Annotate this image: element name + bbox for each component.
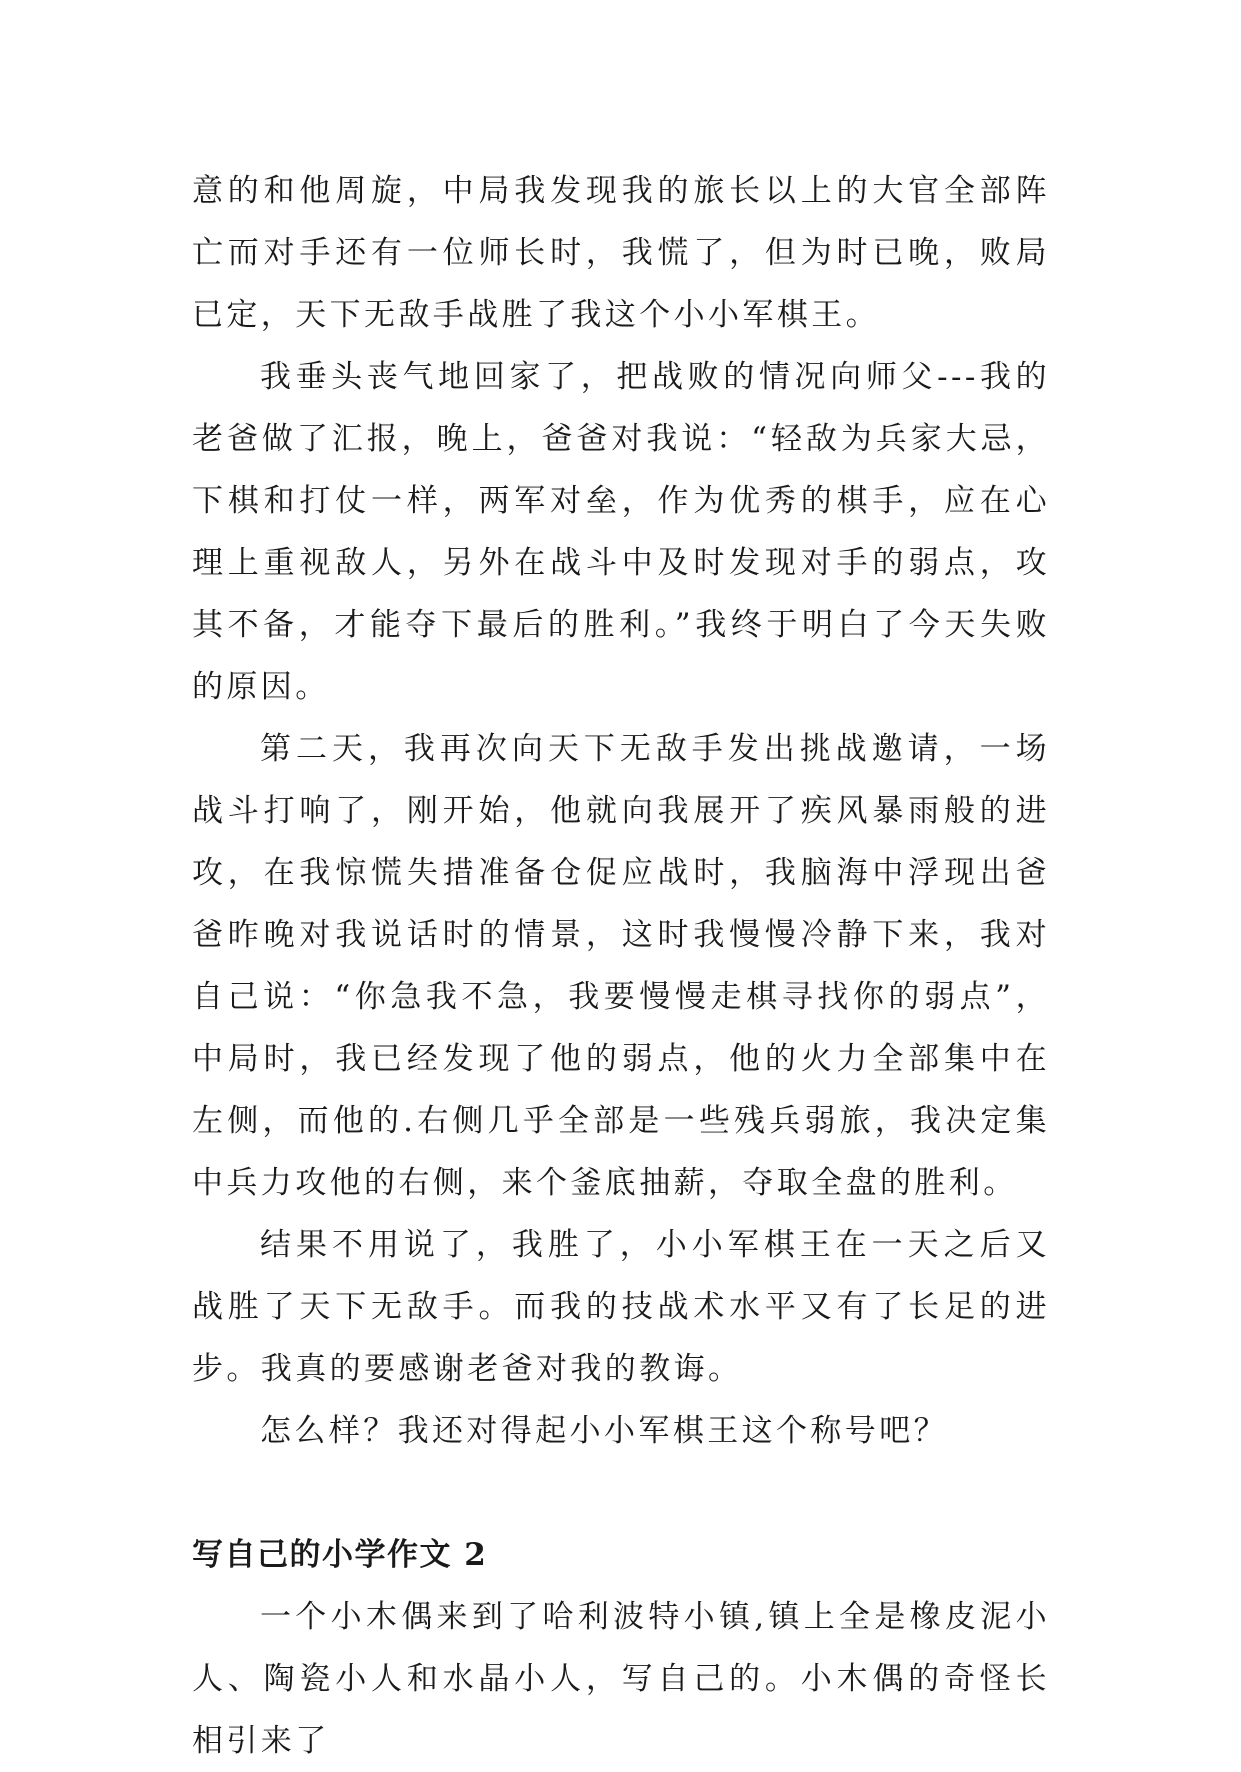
paragraph: 结果不用说了，我胜了，小小军棋王在一天之后又战胜了天下无敌手。而我的技战术水平又有了长足的进步。我真的要感谢老爸对我的教诲。 [192,1227,1050,1387]
paragraph: 我垂头丧气地回家了，把战败的情况向师父---我的老爸做了汇报，晚上，爸爸对我说：“轻敌为兵家大忌，下棋和打仗一样，两军对垒，作为优秀的棋手，应在心理上重视敌人，另外在战斗中及时发现对手的弱点，攻其不备，才能夺下最后的胜利。”我终于明白了今天失败的原因。 [192,359,1050,705]
paragraph: 一个小木偶来到了哈利波特小镇,镇上全是橡皮泥小人、陶瓷小人和水晶小人，写自己的。小木偶的奇怪长相引来了 [192,1599,1050,1759]
paragraph: 意的和他周旋，中局我发现我的旅长以上的大官全部阵亡而对手还有一位师长时，我慌了，但为时已晚，败局已定，天下无敌手战胜了我这个小小军棋王。 [192,173,1050,333]
document-body [192,160,1050,1772]
paragraph: 怎么样？我还对得起小小军棋王这个称号吧？ [260,1413,948,1449]
paragraph: 第二天，我再次向天下无敌手发出挑战邀请，一场战斗打响了，刚开始，他就向我展开了疾风暴雨般的进攻，在我惊慌失措准备仓促应战时，我脑海中浮现出爸爸昨晚对我说话时的情景，这时我慢慢冷静下来，我对自己说：“你急我不急，我要慢慢走棋寻找你的弱点”，中局时，我已经发现了他的弱点，他的火力全部集中在左侧，而他的.右侧几乎全部是一些残兵弱旅，我决定集中兵力攻他的右侧，来个釜底抽薪，夺取全盘的胜利。 [192,731,1050,1201]
section-title: 写自己的小学作文 2 [192,1537,488,1573]
